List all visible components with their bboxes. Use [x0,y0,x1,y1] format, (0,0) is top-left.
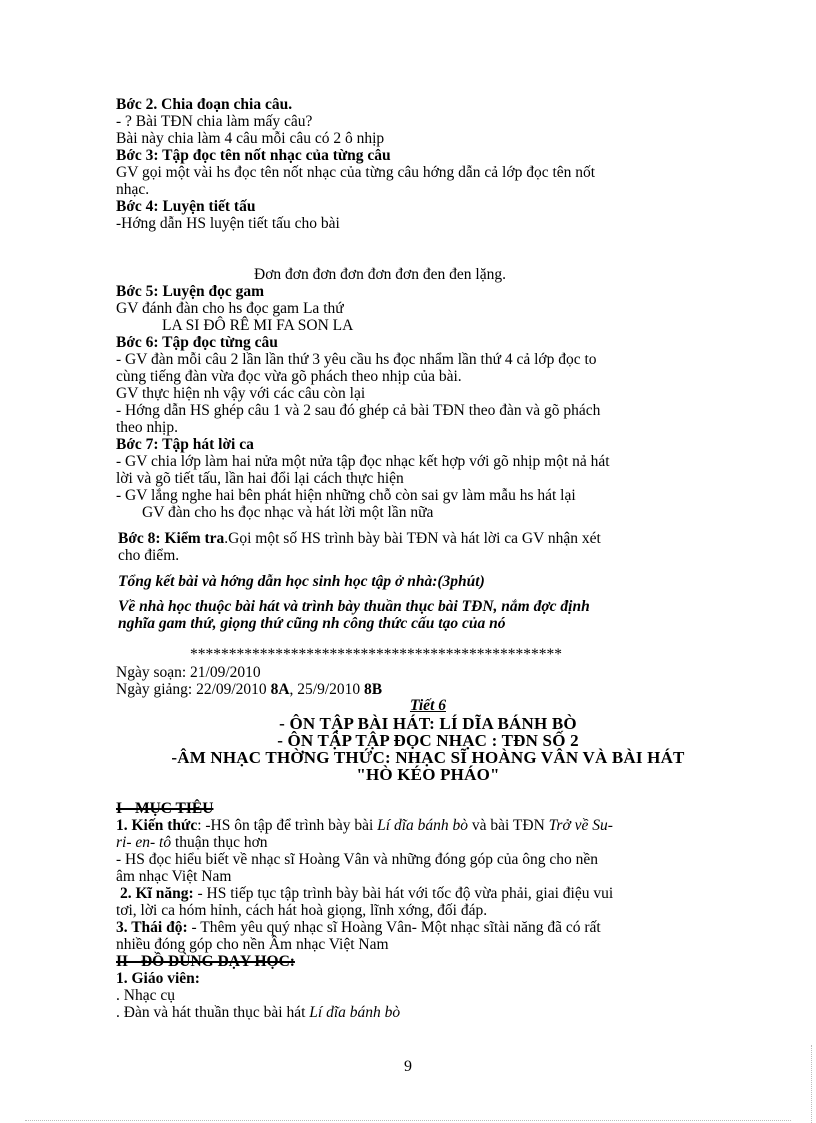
attitude-line-2: nhiều đóng góp cho nền Âm nhạc Việt Nam [116,936,389,953]
step-8-line [118,530,742,547]
section-materials: II - ĐỒ DÙNG DẠY HỌC: [116,953,295,970]
tdn-title-cont: ri- en- tô [116,834,172,851]
step-6-text-c: GV thực hiện nh vậy với các câu còn lại [116,385,366,402]
date-taught-prefix: Ngày giảng: 22/09/2010 [116,681,271,698]
class-8a: 8A [270,681,290,698]
attitude-text: - Thêm yêu quý nhạc sĩ Hoàng Vân- Một nhạc sĩtài năng đã có rất [187,919,601,936]
title-line-4: "HÒ KÉO PHÁO" [356,765,500,784]
skills-label: 2. Kĩ năng: [120,885,194,902]
teacher-heading: 1. Giáo viên: [116,970,200,987]
step-8-text: .Gọi một số HS trình bày bài TĐN và hát lời ca GV nhận xét [224,530,601,547]
step-4-heading: Bớc 4: Luyện tiết tấu [116,198,256,215]
answer-line: Bài này chia làm 4 câu mỗi câu có 2 ô nhịp [116,130,385,147]
homework-line-2: nghĩa gam thứ, giọng thứ cũng nh công thức cấu tạo của nó [118,615,506,632]
summary-heading: Tổng kết bài và hớng dẫn học sinh học tập ở nhà:(3phút) [118,573,485,590]
step-6-text-d: - Hớng dẫn HS ghép câu 1 và 2 sau đó ghép cả bài TĐN theo đàn và gõ phách [116,402,601,419]
step-6-heading: Bớc 6: Tập đọc từng câu [116,334,278,351]
knowledge-line [116,817,740,834]
knowledge-mid: và bài TĐN [468,817,549,834]
tdn-title: Trở về Su- [548,817,613,834]
skills-line [120,885,744,902]
step-3-text: GV gọi một vài hs đọc tên nốt nhạc của từng câu hớng dẫn cả lớp đọc tên nốt [116,164,596,181]
knowledge-text-2: thuận thục hơn [171,834,268,851]
teacher-item-2-song: Lí dĩa bánh bò [309,1004,401,1021]
teacher-item-2-text: . Đàn và hát thuần thục bài hát [116,1004,310,1021]
homework-line-1: Về nhà học thuộc bài hát và trình bày thuần thục bài TĐN, nắm đợc định [118,598,590,615]
step-3-text-cont: nhạc. [116,181,150,198]
date-prepared: Ngày soạn: 21/09/2010 [116,664,261,681]
scale-notes: LA SI ĐÔ RÊ MI FA SON LA [162,317,354,334]
skills-text: - HS tiếp tục tập trình bày bài hát với tốc độ vừa phải, giai điệu vui [193,885,614,902]
title-line-1: - ÔN TẬP BÀI HÁT: LÍ DĨA BÁNH BÒ [279,714,577,733]
step-7-heading: Bớc 7: Tập hát lời ca [116,436,254,453]
step-2-heading: Bớc 2. Chia đoạn chia câu. [116,96,293,113]
title-line-3: -ÂM NHẠC THỜNG THỨC: NHẠC SĨ HOÀNG VÂN VÀ BÀI HÁT [171,748,685,767]
teacher-item-1: . Nhạc cụ [116,987,175,1004]
page-right-border [811,1045,812,1123]
song-title: Lí dĩa bánh bò [377,817,469,834]
step-6-text-a: - GV đàn mỗi câu 2 lần lần thứ 3 yêu cầu hs đọc nhẩm lần thứ 4 cả lớp đọc to [116,351,597,368]
lesson-number: Tiết 6 [409,697,446,714]
date-taught [116,681,740,698]
page-bottom-border [25,1120,791,1121]
knowledge-line-4: âm nhạc Việt Nam [116,868,232,885]
star-separator: ************************************************ [190,646,562,663]
step-7-text-a: - GV chia lớp làm hai nửa một nửa tập đọc nhạc kết hợp với gõ nhịp một nả hát [116,453,610,470]
attitude-label: 3. Thái độ: [116,919,188,936]
knowledge-text: : -HS ôn tập để trình bày bài [197,817,378,834]
class-8b: 8B [364,681,383,698]
skills-line-2: tơi, lời ca hóm hỉnh, cách hát hoà giọng, lĩnh xớng, đối đáp. [116,902,488,919]
knowledge-line-3: - HS đọc hiểu biết về nhạc sĩ Hoàng Vân và những đóng góp của ông cho nền [116,851,599,868]
knowledge-label: 1. Kiến thức [116,817,198,834]
title-line-2: - ÔN TẬP TẬP ĐỌC NHẠC : TĐN SỐ 2 [277,731,579,750]
teacher-item-2 [116,1004,740,1021]
step-8-heading: Bớc 8: Kiểm tra [118,530,225,547]
step-7-text-d: GV đàn cho hs đọc nhạc và hát lời một lần nữa [142,504,434,521]
rhythm-line: Đơn đơn đơn đơn đơn đơn đen đen lặng. [254,266,506,283]
step-7-text-b: lời và gõ tiết tấu, lần hai đổi lại cách thực hiện [116,470,404,487]
step-4-text: -Hớng dẫn HS luyện tiết tấu cho bài [116,215,340,232]
step-8-text-cont: cho điểm. [118,547,180,564]
section-objectives: I - MỤC TIÊU [116,800,214,817]
knowledge-line-2 [116,834,740,851]
page-number: 9 [404,1058,412,1075]
date-taught-mid: , 25/9/2010 [289,681,365,698]
step-5-text: GV đánh đàn cho hs đọc gam La thứ [116,300,344,317]
step-6-text-b: cùng tiếng đàn vừa đọc vừa gõ phách theo nhịp của bài. [116,368,462,385]
step-5-heading: Bớc 5: Luyện đọc gam [116,283,265,300]
step-7-text-c: - GV lắng nghe hai bên phát hiện những chỗ còn sai gv làm mẫu hs hát lại [116,487,576,504]
step-6-text-e: theo nhịp. [116,419,178,436]
question-line: - ? Bài TĐN chia làm mấy câu? [116,113,313,130]
attitude-line [116,919,740,936]
step-3-heading: Bớc 3: Tập đọc tên nốt nhạc của từng câu [116,147,391,164]
